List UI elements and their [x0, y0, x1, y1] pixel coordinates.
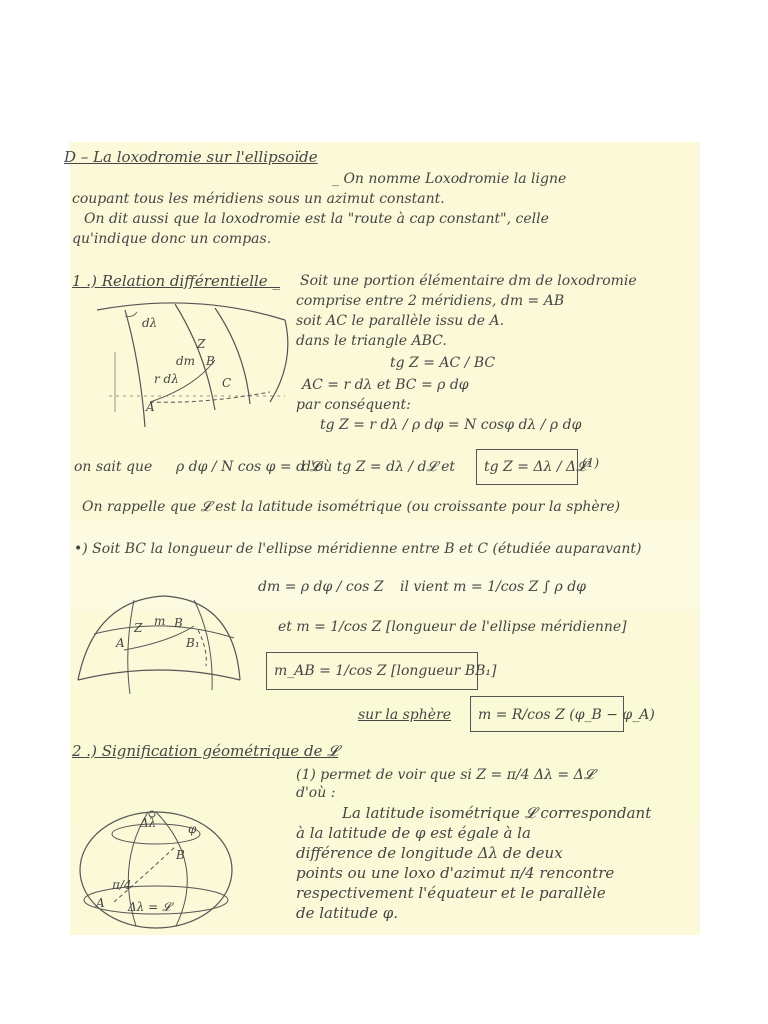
- part1-eq-3: tg Z = r dλ / ρ dφ = N cosφ dλ / ρ dφ: [320, 417, 582, 433]
- bullet-line-1: •) Soit BC la longueur de l'ellipse méridienne entre B et C (étudiée auparavant): [74, 541, 642, 557]
- intro-line-2: coupant tous les méridiens sous un azimut constant.: [72, 191, 445, 207]
- bullet-eq-4-pre: sur la sphère: [358, 707, 452, 723]
- part1-eq-5-box: tg Z = Δλ / Δ𝓛: [484, 459, 587, 475]
- part2-line-3: La latitude isométrique 𝓛 correspondant: [342, 804, 652, 822]
- section-title: D – La loxodromie sur l'ellipsoïde: [64, 148, 318, 166]
- fig2-label: m: [154, 614, 166, 628]
- part2-line-4: à la latitude de φ est égale à la: [296, 824, 531, 842]
- fig1-label: dλ: [142, 316, 158, 330]
- fig1-label: Z: [197, 337, 206, 351]
- bullet-eq-3: m_AB = 1/cos Z [longueur BB₁]: [274, 663, 497, 679]
- fig2-label: A: [116, 636, 125, 650]
- fig2-label: B: [174, 616, 183, 630]
- bullet-eq-1: dm = ρ dφ / cos Z: [258, 579, 384, 595]
- part1-line-4: dans le triangle ABC.: [296, 333, 447, 349]
- part1-eq-4-pre: on sait que: [74, 459, 153, 475]
- part2-line-2: d'où :: [296, 785, 336, 801]
- part1-line-3: soit AC le parallèle issu de A.: [296, 313, 505, 329]
- fig1-label: A: [146, 400, 155, 414]
- document-page: [64, 142, 700, 935]
- part2-line-1: (1) permet de voir que si Z = π/4 Δλ = Δ𝓛: [296, 767, 594, 783]
- fig1-label: C: [222, 376, 232, 390]
- part2-line-8: de latitude φ.: [296, 904, 399, 922]
- part2-line-6: points ou une loxo d'azimut π/4 rencontre: [296, 864, 615, 882]
- part2-line-7: respectivement l'équateur et le parallèle: [296, 884, 606, 902]
- fig2-label: Z: [134, 621, 143, 635]
- fig3-label: Δλ = 𝓛: [128, 900, 171, 914]
- fig2-label: B₁: [186, 636, 200, 650]
- part1-recall: On rappelle que 𝓛 est la latitude isométrique (ou croissante pour la sphère): [82, 499, 621, 515]
- part1-line-1: Soit une portion élémentaire dm de loxodromie: [300, 273, 637, 289]
- ellipse-meridian-figure: [74, 590, 244, 700]
- part2-line-5: différence de longitude Δλ de deux: [296, 844, 563, 862]
- bullet-eq-1b: il vient m = 1/cos Z ∫ ρ dφ: [400, 579, 586, 595]
- part1-eq-1: tg Z = AC / BC: [390, 355, 496, 371]
- intro-line-4: qu'indique donc un compas.: [72, 231, 272, 247]
- equation-reference: (1): [582, 456, 599, 470]
- part1-eq-4: ρ dφ / N cos φ = d 𝓛: [176, 459, 320, 475]
- part1-eq-5: d'où tg Z = dλ / d𝓛 et: [302, 459, 456, 475]
- part1-line-2: comprise entre 2 méridiens, dm = AB: [296, 293, 565, 309]
- fig3-label: B: [176, 848, 185, 862]
- part1-eq-2: AC = r dλ et BC = ρ dφ: [302, 377, 469, 393]
- bullet-eq-4: m = R/cos Z (φ_B − φ_A): [478, 707, 655, 723]
- fig1-label: dm: [176, 354, 196, 368]
- bullet-eq-2: et m = 1/cos Z [longueur de l'ellipse méridienne]: [278, 619, 627, 635]
- fig1-label: B: [206, 354, 215, 368]
- part1-heading: 1 .) Relation différentielle _: [72, 272, 280, 290]
- part1-line-5: par conséquent:: [296, 397, 411, 413]
- fig1-label: r dλ: [154, 372, 179, 386]
- fig3-label: φ: [188, 822, 197, 836]
- fig3-label: Δλ: [140, 816, 157, 830]
- intro-line-3: On dit aussi que la loxodromie est la "route à cap constant", celle: [84, 211, 549, 227]
- intro-line-1: _ On nomme Loxodromie la ligne: [332, 171, 567, 187]
- fig3-label: A: [96, 896, 105, 910]
- part2-heading: 2 .) Signification géométrique de 𝓛: [72, 742, 339, 760]
- fig3-label: π/4: [112, 878, 132, 892]
